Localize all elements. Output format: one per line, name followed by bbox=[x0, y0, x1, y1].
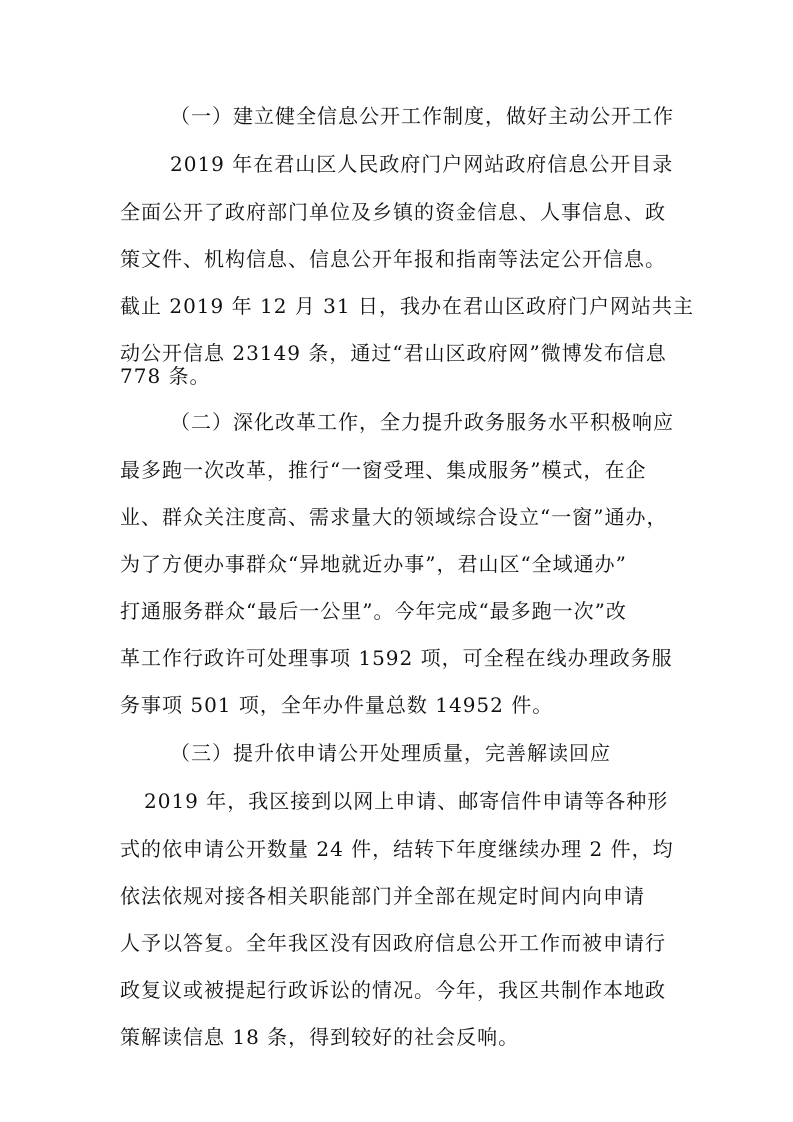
paragraph-line: 务事项 501 项，全年办件量总数 14952 件。 bbox=[120, 693, 554, 717]
paragraph-line: 策解读信息 18 条，得到较好的社会反响。 bbox=[120, 1025, 520, 1049]
paragraph-line: 最多跑一次改革，推行“一窗受理、集成服务”模式，在企 bbox=[120, 458, 647, 482]
paragraph-line: 依法依规对接各相关职能部门并全部在规定时间内向申请 bbox=[120, 884, 645, 908]
paragraph-line: 式的依申请公开数量 24 件，结转下年度继续办理 2 件，均 bbox=[120, 837, 674, 861]
paragraph-line: 策文件、机构信息、信息公开年报和指南等法定公开信息。 bbox=[120, 247, 666, 271]
paragraph-line: 2019 年在君山区人民政府门户网站政府信息公开目录 bbox=[170, 152, 674, 176]
paragraph-line: 政复议或被提起行政诉讼的情况。今年，我区共制作本地政 bbox=[120, 978, 666, 1002]
section1-heading: （一）建立健全信息公开工作制度，做好主动公开工作 bbox=[170, 104, 674, 128]
paragraph-line: 业、群众关注度高、需求量大的领域综合设立“一窗”通办， bbox=[120, 505, 668, 529]
paragraph-line: 为了方便办事群众“异地就近办事”，君山区“全域通办” bbox=[120, 552, 627, 576]
paragraph-line: 778 条。 bbox=[120, 364, 211, 388]
paragraph-line: 动公开信息 23149 条，通过“君山区政府网”微博发布信息 bbox=[120, 341, 667, 365]
paragraph-line: 革工作行政许可处理事项 1592 项，可全程在线办理政务服 bbox=[120, 646, 673, 670]
section3-heading: （三）提升依申请公开处理质量，完善解读回应 bbox=[170, 741, 611, 765]
section2-heading-line: （二）深化改革工作，全力提升政务服务水平积极响应 bbox=[170, 410, 674, 434]
paragraph-line: 全面公开了政府部门单位及乡镇的资金信息、人事信息、政 bbox=[120, 200, 666, 224]
paragraph-line: 截止 2019 年 12 月 31 日，我办在君山区政府门户网站共主 bbox=[120, 294, 694, 318]
paragraph-line: 2019 年，我区接到以网上申请、邮寄信件申请等各种形 bbox=[144, 789, 669, 813]
paragraph-line: 打通服务群众“最后一公里”。今年完成“最多跑一次”改 bbox=[120, 599, 627, 623]
paragraph-line: 人予以答复。全年我区没有因政府信息公开工作而被申请行 bbox=[120, 931, 666, 955]
